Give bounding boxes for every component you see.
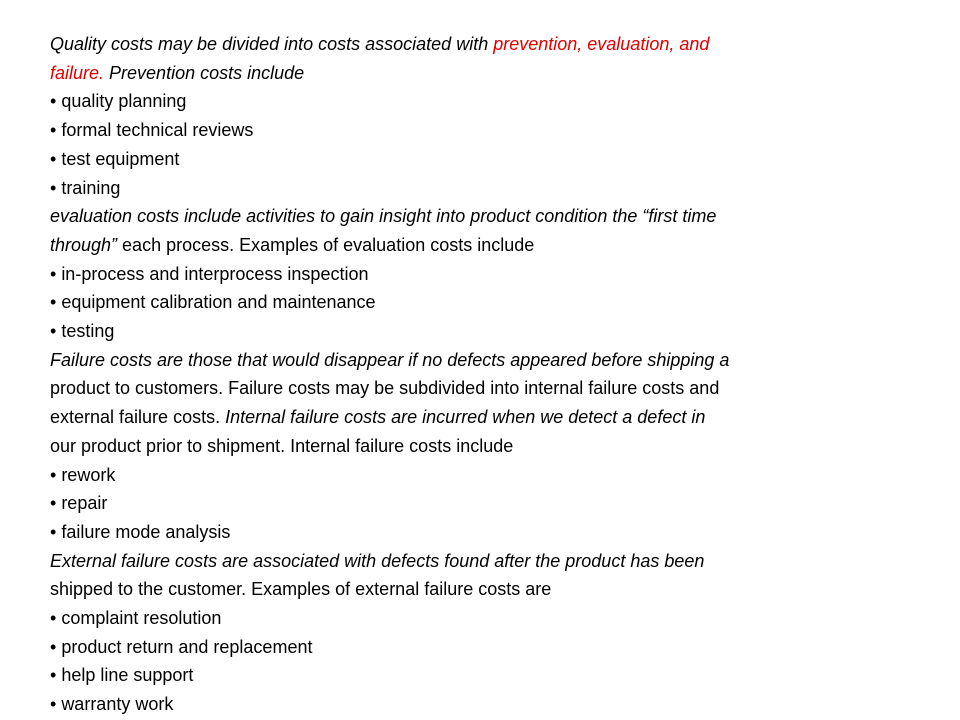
- bullet-icon: •: [50, 464, 62, 485]
- bullet-item-internal-failure: [50, 461, 930, 490]
- list-item-text: rework: [61, 464, 116, 485]
- slide-text-body: [50, 30, 930, 719]
- evaluation-intro-text: each process. Examples of evaluation costs include: [117, 234, 535, 255]
- list-item-text: in-process and interprocess inspection: [61, 263, 369, 284]
- bullet-icon: •: [50, 665, 62, 686]
- bullet-item-external-failure: [50, 661, 930, 690]
- failure-line-3: [50, 403, 930, 432]
- bullet-icon: •: [50, 91, 62, 112]
- bullet-icon: •: [50, 493, 62, 514]
- evaluation-intro-text: evaluation costs include activities to gain insight into product condition the “first time: [50, 206, 717, 227]
- list-item-text: product return and replacement: [61, 636, 313, 657]
- bullet-item-evaluation: [50, 288, 930, 317]
- bullet-icon: •: [50, 636, 62, 657]
- bullet-item-prevention: [50, 145, 930, 174]
- evaluation-line-1: [50, 202, 930, 231]
- bullet-item-external-failure: [50, 633, 930, 662]
- list-item-text: testing: [61, 321, 115, 342]
- highlight-failure: failure.: [50, 62, 105, 83]
- bullet-item-external-failure: [50, 604, 930, 633]
- list-item-text: formal technical reviews: [61, 120, 254, 141]
- list-item-text: equipment calibration and maintenance: [61, 292, 376, 313]
- internal-failure-intro-text: our product prior to shipment. Internal failure costs include: [50, 435, 514, 456]
- external-failure-intro-text: shipped to the customer. Examples of external failure costs are: [50, 579, 552, 600]
- bullet-icon: •: [50, 263, 62, 284]
- bullet-item-prevention: [50, 174, 930, 203]
- list-item-text: help line support: [61, 665, 194, 686]
- failure-intro-text: product to customers. Failure costs may be subdivided into internal failure costs and: [50, 378, 720, 399]
- list-item-text: test equipment: [61, 148, 180, 169]
- external-line-2: [50, 575, 930, 604]
- bullet-icon: •: [50, 521, 62, 542]
- failure-intro-text: external failure costs.: [50, 407, 226, 428]
- bullet-item-internal-failure: [50, 518, 930, 547]
- bullet-item-prevention: [50, 116, 930, 145]
- intro-line-1: [50, 30, 930, 59]
- evaluation-line-2: [50, 231, 930, 260]
- list-item-text: complaint resolution: [61, 608, 222, 629]
- bullet-icon: •: [50, 694, 62, 715]
- bullet-icon: •: [50, 608, 62, 629]
- failure-intro-text: Failure costs are those that would disappear if no defects appeared before shipping a: [50, 349, 730, 370]
- prevention-intro-text: Prevention costs include: [104, 62, 305, 83]
- intro-line-2: [50, 59, 930, 88]
- bullet-icon: •: [50, 120, 62, 141]
- list-item-text: warranty work: [61, 694, 174, 715]
- external-failure-intro-text: External failure costs are associated with defects found after the product has been: [50, 550, 705, 571]
- list-item-text: training: [61, 177, 121, 198]
- list-item-text: quality planning: [61, 91, 187, 112]
- intro-text: Quality costs may be divided into costs associated with: [50, 34, 494, 54]
- bullet-item-prevention: [50, 87, 930, 116]
- failure-line-4: [50, 432, 930, 461]
- highlight-cost-categories: prevention, evaluation, and: [493, 34, 710, 54]
- failure-line-2: [50, 374, 930, 403]
- bullet-icon: •: [50, 148, 62, 169]
- failure-line-1: [50, 346, 930, 375]
- list-item-text: failure mode analysis: [61, 521, 231, 542]
- internal-failure-intro-text: Internal failure costs are incurred when we detect a defect in: [225, 407, 706, 428]
- bullet-icon: •: [50, 177, 62, 198]
- bullet-icon: •: [50, 292, 62, 313]
- bullet-item-evaluation: [50, 260, 930, 289]
- bullet-item-evaluation: [50, 317, 930, 346]
- bullet-item-internal-failure: [50, 489, 930, 518]
- bullet-icon: •: [50, 321, 62, 342]
- bullet-item-external-failure: [50, 690, 930, 719]
- evaluation-intro-text: through”: [50, 234, 118, 255]
- external-line-1: [50, 547, 930, 576]
- list-item-text: repair: [61, 493, 108, 514]
